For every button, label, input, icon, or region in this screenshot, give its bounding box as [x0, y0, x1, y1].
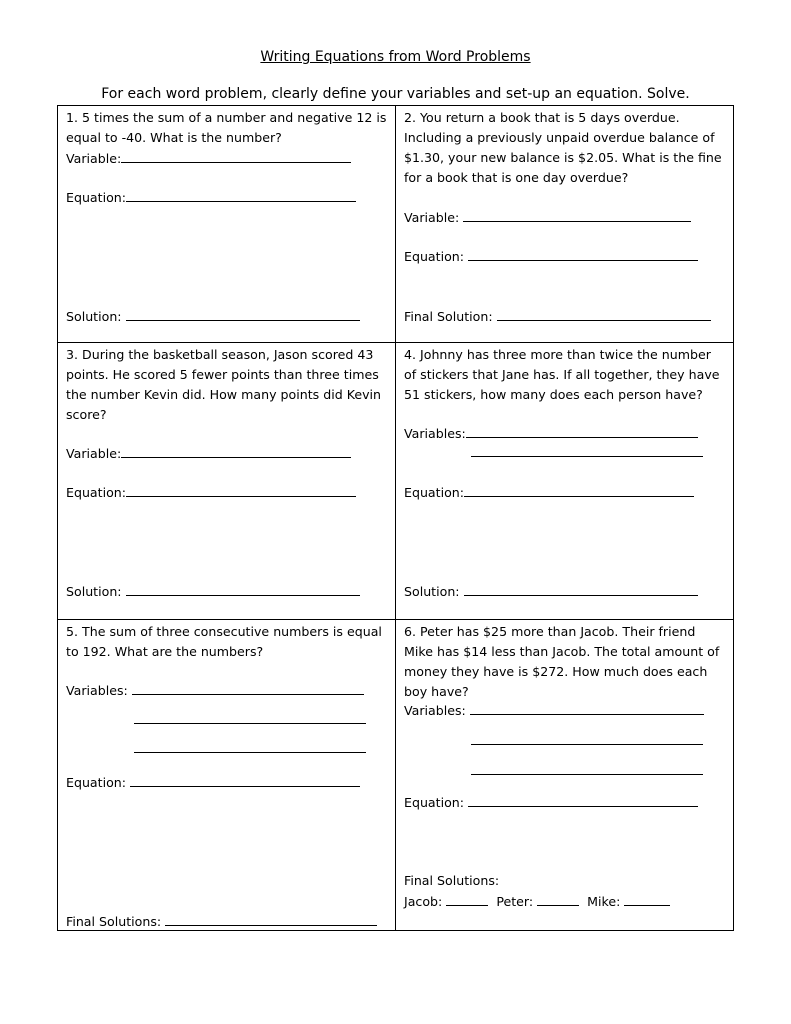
problem-4-cell — [396, 343, 734, 620]
problem-6-text: 6. Peter has $25 more than Jacob. Their friend Mike has $14 less than Jacob. The total amount of money they have is $272. How much does each boy have? — [404, 624, 720, 699]
problem-3-equation-field[interactable] — [66, 482, 356, 503]
equation-label: Equation: — [404, 249, 469, 264]
problem-2-text: 2. You return a book that is 5 days overdue. Including a previously unpaid overdue balance of $1.30, your new balance is $2.05. What is the fine for a book that is one day overdue? — [404, 110, 722, 185]
problem-5-cell — [58, 620, 396, 931]
variable-answer-line[interactable] — [466, 423, 698, 438]
variable-label: Variables: — [66, 683, 132, 698]
equation-label: Equation: — [66, 775, 131, 790]
equation-answer-line[interactable] — [130, 772, 360, 787]
solution-answer-line[interactable] — [497, 306, 711, 321]
jacob-label: Jacob: — [404, 894, 447, 909]
jacob-answer-line[interactable] — [446, 891, 488, 906]
problem-4-equation-field[interactable] — [404, 482, 694, 503]
variable-label: Variables: — [404, 426, 466, 441]
problem-5-variable-field[interactable] — [66, 680, 364, 701]
problem-6-answers-row — [404, 891, 670, 912]
problems-table — [57, 105, 734, 931]
second-variable-answer-line[interactable] — [471, 442, 703, 457]
problem-2-variable-field[interactable] — [404, 207, 691, 228]
instructions: For each word problem, clearly define your variables and set-up an equation. Solve. — [101, 86, 690, 102]
problem-6-variable-field[interactable] — [404, 700, 704, 721]
solution-answer-line[interactable] — [464, 581, 698, 596]
variable-answer-line[interactable] — [470, 700, 704, 715]
problem-3-variable-field[interactable] — [66, 443, 351, 464]
variable-label: Variable: — [66, 151, 122, 166]
solution-label: Final Solution: — [404, 309, 497, 324]
problem-1-variable-field[interactable] — [66, 148, 351, 169]
equation-label: Equation: — [66, 190, 127, 205]
problem-3-text: 3. During the basketball season, Jason scored 43 points. He scored 5 fewer points than three times the number Kevin did. How many points did Kevin score? — [66, 347, 382, 422]
equation-answer-line[interactable] — [126, 187, 356, 202]
equation-label: Equation: — [66, 485, 127, 500]
variable-answer-line[interactable] — [463, 207, 691, 222]
variable-answer-line[interactable] — [121, 443, 351, 458]
equation-answer-line[interactable] — [464, 482, 694, 497]
page-title: Writing Equations from Word Problems — [260, 49, 531, 65]
mike-label: Mike: — [587, 894, 625, 909]
solution-label: Solution: — [404, 584, 464, 599]
second-variable-answer-line[interactable] — [134, 709, 366, 724]
solution-answer-line[interactable] — [126, 581, 360, 596]
equation-answer-line[interactable] — [126, 482, 356, 497]
problem-6-equation-field[interactable] — [404, 792, 698, 813]
equation-label: Equation: — [404, 795, 469, 810]
problem-4-variable-field[interactable] — [404, 423, 698, 444]
problem-5-text: 5. The sum of three consecutive numbers is equal to 192. What are the numbers? — [66, 624, 382, 659]
problem-3-cell — [58, 343, 396, 620]
solution-answer-line[interactable] — [165, 911, 377, 926]
variable-label: Variable: — [404, 210, 464, 225]
equation-answer-line[interactable] — [468, 792, 698, 807]
problem-2-cell — [396, 106, 734, 343]
mike-answer-line[interactable] — [624, 891, 670, 906]
problem-6-cell — [396, 620, 734, 931]
solution-answer-line[interactable] — [126, 306, 360, 321]
problem-1-text: 1. 5 times the sum of a number and negative 12 is equal to -40. What is the number? — [66, 110, 387, 145]
problem-2-equation-field[interactable] — [404, 246, 698, 267]
equation-answer-line[interactable] — [468, 246, 698, 261]
variable-answer-line[interactable] — [132, 680, 364, 695]
problem-5-equation-field[interactable] — [66, 772, 360, 793]
peter-label: Peter: — [496, 894, 538, 909]
variable-label: Variables: — [404, 703, 470, 718]
variable-answer-line[interactable] — [121, 148, 351, 163]
final-solutions-label: Final Solutions: — [404, 873, 500, 888]
solution-label: Final Solutions: — [66, 914, 166, 929]
problem-3-solution-field[interactable] — [66, 581, 360, 602]
problem-5-solution-field[interactable] — [66, 911, 377, 932]
problem-1-equation-field[interactable] — [66, 187, 356, 208]
problem-4-text: 4. Johnny has three more than twice the number of stickers that Jane has. If all together, they have 51 stickers, how many does each person have? — [404, 347, 720, 402]
problem-2-solution-field[interactable] — [404, 306, 711, 327]
third-variable-answer-line[interactable] — [134, 738, 366, 753]
problem-4-solution-field[interactable] — [404, 581, 698, 602]
second-variable-answer-line[interactable] — [471, 730, 703, 745]
problem-1-solution-field[interactable] — [66, 306, 360, 327]
variable-label: Variable: — [66, 446, 122, 461]
solution-label: Solution: — [66, 584, 126, 599]
peter-answer-line[interactable] — [537, 891, 579, 906]
solution-label: Solution: — [66, 309, 126, 324]
equation-label: Equation: — [404, 485, 465, 500]
problem-1-cell — [58, 106, 396, 343]
third-variable-answer-line[interactable] — [471, 760, 703, 775]
